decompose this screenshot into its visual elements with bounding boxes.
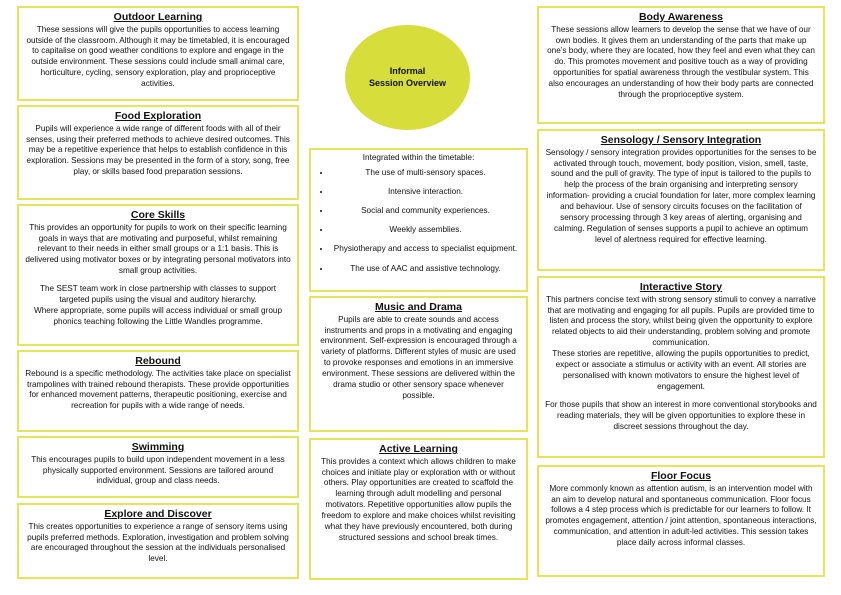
active-learning-box	[309, 438, 528, 580]
core-skills-text-2: The SEST team work in close partnership with classes to support targeted pupils using the visual and auditory hierarchy.	[39, 284, 277, 305]
interactive-story-title: Interactive Story	[639, 281, 723, 293]
floor-focus-text: More commonly known as attention autism, is an intervention model with an aim to develop natural and spontaneous communication. Floor focus follows a 4 step process which is predictable for our learners to follow. It promotes engagement, attention / joint attention, spontaneous interactions, communication, and attention in adult-led activities. This session takes place daily across informal classes.	[545, 483, 817, 548]
outdoor-learning-text: These sessions will give the pupils opportunities to access learning outside of the classroom. Although it may be timetabled, it is encouraged to capitalise on good weather conditions to explore and engage in the outside environment. These sessions could include small animal care, horticulture, cycling, sensory exploration, play and proprioceptive activities.	[26, 24, 290, 89]
explore-discover-title: Explore and Discover	[104, 508, 212, 520]
body-awareness-text: These sessions allow learners to develop the sense that we have of our own bodies. It gives them an understanding of the parts that make up one’s body, where they are located, how they feel and even what they can do. This promotes movement and positive touch as a way of providing opportunities for spatial awareness through the vestibular system. This also encourages an understanding of how their body parts are connected through the proprioceptive system.	[547, 24, 815, 100]
sensology-title: Sensology / Sensory Integration	[600, 134, 762, 146]
swimming-text: This encourages pupils to build upon independent movement in a less physically supported environment. Sessions are tailored around individual, group and class needs.	[31, 454, 285, 486]
timetable-list	[317, 166, 520, 275]
session-overview-oval	[345, 25, 470, 130]
timetable-item: • Social and community experiences.	[331, 204, 520, 217]
timetable-item: • The use of AAC and assistive technology.	[331, 262, 520, 275]
swimming-box	[17, 436, 299, 498]
oval-line-1: Informal	[389, 66, 426, 77]
timetable-box	[309, 148, 528, 292]
timetable-item: • Intensive interaction.	[331, 185, 520, 198]
swimming-title: Swimming	[131, 441, 185, 453]
oval-line-2: Session Overview	[368, 77, 447, 88]
interactive-story-text-1: This partners concise text with strong sensory stimuli to convey a narrative that are motivating and engaging for all pupils. Pupils are provided time to listen and process the story, whilst being given the opportunity to explore related objects to aid their understanding, problem solving and promote communication.	[546, 294, 816, 348]
music-drama-box	[309, 296, 528, 432]
core-skills-text-3: Where appropriate, some pupils will access individual or small group phonics teaching following the Little Wandles programme.	[33, 305, 282, 326]
active-learning-title: Active Learning	[379, 443, 458, 455]
rebound-box	[17, 350, 299, 432]
body-awareness-title: Body Awareness	[638, 11, 724, 23]
core-skills-text-1: This provides an opportunity for pupils to work on their specific learning goals in ways that are motivating and purposeful, whilst remaining relevant to their needs in either small groups or a 1:1 basis. This is delivered using motivator boxes or by integrating personal motivators into small group activities.	[25, 222, 291, 276]
interactive-story-box	[537, 276, 825, 458]
sensology-text: Sensology / sensory integration provides opportunities for the senses to be activated through touch, movement, body position, vision, smell, taste, sound and the pull of gravity. The type of input is tailored to the pupils to help the process of the brain organising and interpreting sensory information- providing a crucial foundation for later, more complex learning and behaviour. Use of sensory circuits focuses on the facilitation of sensory processing through 3 key areas of alerting, organising and calming. Regulation of senses supports a pupil to achieve an optimum level of alertness required for effective learning.	[545, 147, 817, 244]
interactive-story-text-3: For those pupils that show an interest in more conventional storybooks and reading materials, they will be given opportunities to explore these in discreet sessions throughout the day.	[545, 399, 817, 431]
body-awareness-box	[537, 6, 825, 124]
floor-focus-box	[537, 465, 825, 577]
outdoor-learning-title: Outdoor Learning	[113, 11, 203, 23]
rebound-text: Rebound is a specific methodology. The activities take place on specialist trampolines with trained rebound therapists. These provide opportunities for enhanced movement patterns, therapeutic positioning, exercise and recreation for pupils with a wide range of needs.	[25, 368, 291, 411]
music-drama-title: Music and Drama	[375, 301, 462, 313]
rebound-title: Rebound	[135, 355, 181, 367]
food-exploration-text: Pupils will experience a wide range of different foods with all of their senses, using their preferred methods to achieve desired outcomes. This may be a repetitive experience that helps to establish confidence in this exploration. Sessions may be presented in the form of a story, song, free play, or skills based food preparation sessions.	[26, 123, 290, 177]
floor-focus-title: Floor Focus	[650, 470, 712, 482]
active-learning-text: This provides a context which allows children to make choices and initiate play or exploration with or without others. Play opportunities are created to scaffold the learning through adult modelling and personal motivators. Repetitive opportunities allow pupils the freedom to explore and make choices whilst revisiting what they have previously encountered, both during structured sessions and school break times.	[321, 456, 516, 542]
food-exploration-title: Food Exploration	[114, 110, 202, 122]
core-skills-title: Core Skills	[130, 209, 186, 221]
music-drama-text: Pupils are able to create sounds and access instruments and props in a motivating and engaging environment. Self-expression is encouraged through a variety of platforms. Different styles of music are used to provoke responses and emotions in an immersive environment. These sessions are delivered within the drama studio or other sensory space whenever possible.	[320, 314, 517, 400]
core-skills-box	[17, 204, 299, 346]
interactive-story-text-2: These stories are repetitive, allowing the pupils opportunities to predict, expect or associate a stimulus or activity with an event. All stories are personalised with known motivators to ensure the highest level of engagement.	[552, 349, 810, 391]
food-exploration-box	[17, 105, 299, 200]
outdoor-learning-box	[17, 6, 299, 101]
timetable-item: • Weekly assemblies.	[331, 223, 520, 236]
explore-discover-box	[17, 503, 299, 579]
timetable-intro: Integrated within the timetable:	[362, 153, 475, 162]
timetable-item: • The use of multi-sensory spaces.	[331, 166, 520, 179]
explore-discover-text: This creates opportunities to experience a range of sensory items using pupils preferred methods. Exploration, investigation and problem solving are encouraged throughout the session at the individuals personalised level.	[27, 521, 289, 564]
sensology-box	[537, 129, 825, 271]
timetable-item: • Physiotherapy and access to specialist equipment.	[331, 242, 520, 255]
